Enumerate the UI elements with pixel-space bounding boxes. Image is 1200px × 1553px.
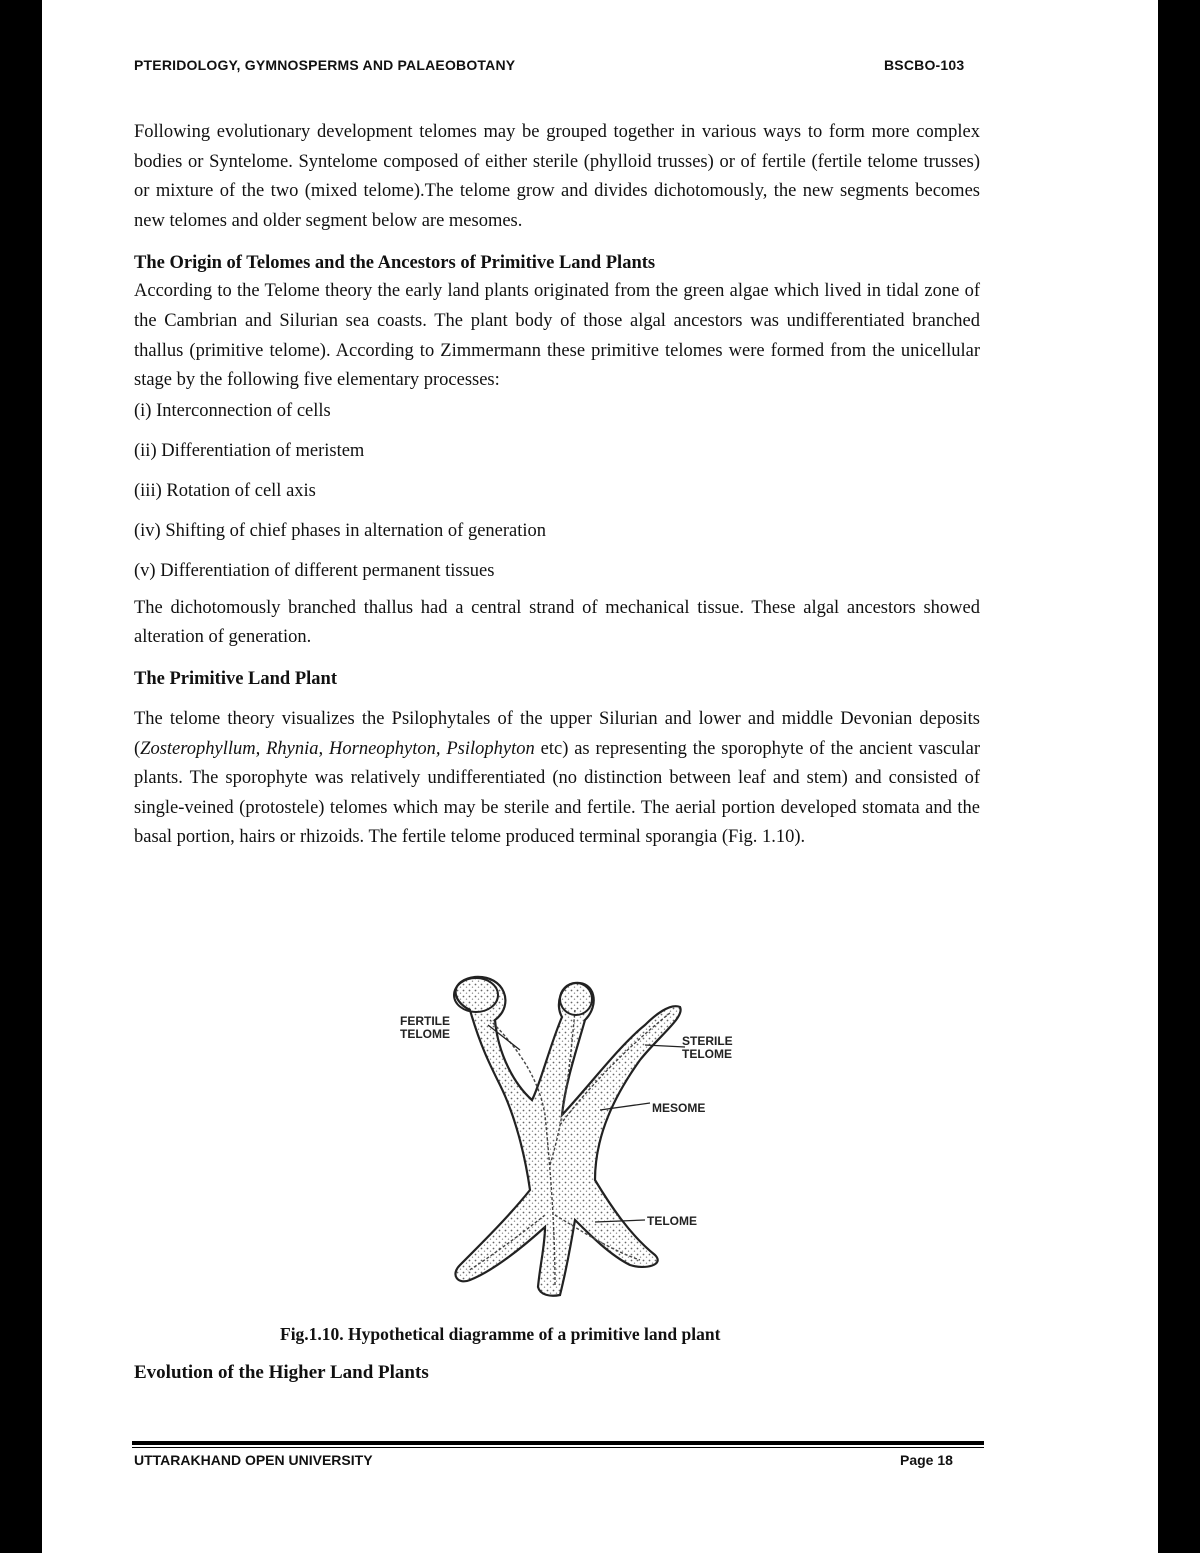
plant-body-outline	[455, 977, 680, 1296]
label-fertile-telome-line2: TELOME	[400, 1027, 450, 1041]
header-course-code: BSCBO-103	[884, 57, 965, 73]
footer-university: UTTARAKHAND OPEN UNIVERSITY	[134, 1452, 373, 1468]
paragraph-syntelome: Following evolutionary development telomes may be grouped together in various ways to form more complex bodies or Syntelome. Syntelome composed of either sterile (phylloid trusses) or of fertile (fertile telome trusses) or mixture of the two (mixed telome).The telome grow and divides dichotomously, the new segments becomes new telomes and older segment below are mesomes.	[134, 122, 980, 231]
genus-names: Zosterophyllum, Rhynia, Horneophyton, Psilophyton	[140, 738, 535, 759]
header-title: PTERIDOLOGY, GYMNOSPERMS AND PALAEOBOTANY	[134, 57, 516, 73]
footer-rule	[132, 1441, 984, 1445]
label-fertile-telome-line1: FERTILE	[400, 1014, 450, 1028]
figure-caption: Fig.1.10. Hypothetical diagramme of a primitive land plant	[280, 1324, 721, 1344]
footer-rule	[132, 1447, 984, 1448]
paragraph-psilophytales	[134, 705, 980, 853]
list-item: (ii) Differentiation of meristem	[134, 440, 365, 461]
page-content	[134, 118, 980, 853]
list-item: (i) Interconnection of cells	[134, 400, 331, 421]
heading-origin-of-telomes: The Origin of Telomes and the Ancestors of Primitive Land Plants	[134, 253, 656, 274]
primitive-land-plant-diagram	[300, 965, 820, 1315]
list-item: (iv) Shifting of chief phases in alternation of generation	[134, 520, 547, 541]
heading-primitive-land-plant: The Primitive Land Plant	[134, 668, 337, 689]
paragraph-telome-theory: According to the Telome theory the early land plants originated from the green algae which lived in tidal zone of the Cambrian and Silurian sea coasts. The plant body of those algal ancestors was undifferentiated branched thallus (primitive telome). According to Zimmermann these primitive telomes were formed from the unicellular stage by the following five elementary processes:	[134, 281, 980, 391]
label-mesome: MESOME	[652, 1101, 706, 1115]
list-item: (iii) Rotation of cell axis	[134, 480, 316, 501]
label-sterile-telome-line2: TELOME	[682, 1047, 732, 1061]
paragraph-text: etc) as representing the sporophyte of the ancient vascular plants. The sporophyte was relatively undifferentiated (no distinction between leaf and stem) and consisted of single-veined (protostele) telomes which may be sterile and fertile. The aerial portion developed stomata and the basal portion, hairs or rhizoids. The fertile telome produced terminal sporangia (Fig. 1.10).	[134, 738, 980, 848]
label-telome: TELOME	[647, 1214, 697, 1228]
paragraph-text: The telome theory visualizes the Psilophytales of the upper Silurian and lower and middle Devonian deposits (	[134, 708, 980, 759]
footer-page-number: Page 18	[900, 1452, 953, 1468]
heading-evolution-higher-land-plants: Evolution of the Higher Land Plants	[134, 1362, 429, 1383]
paragraph-dichotomous-thallus: The dichotomously branched thallus had a central strand of mechanical tissue. These algal ancestors showed alteration of generation.	[134, 597, 980, 648]
label-sterile-telome-line1: STERILE	[682, 1034, 733, 1048]
list-item: (v) Differentiation of different permanent tissues	[134, 560, 495, 581]
